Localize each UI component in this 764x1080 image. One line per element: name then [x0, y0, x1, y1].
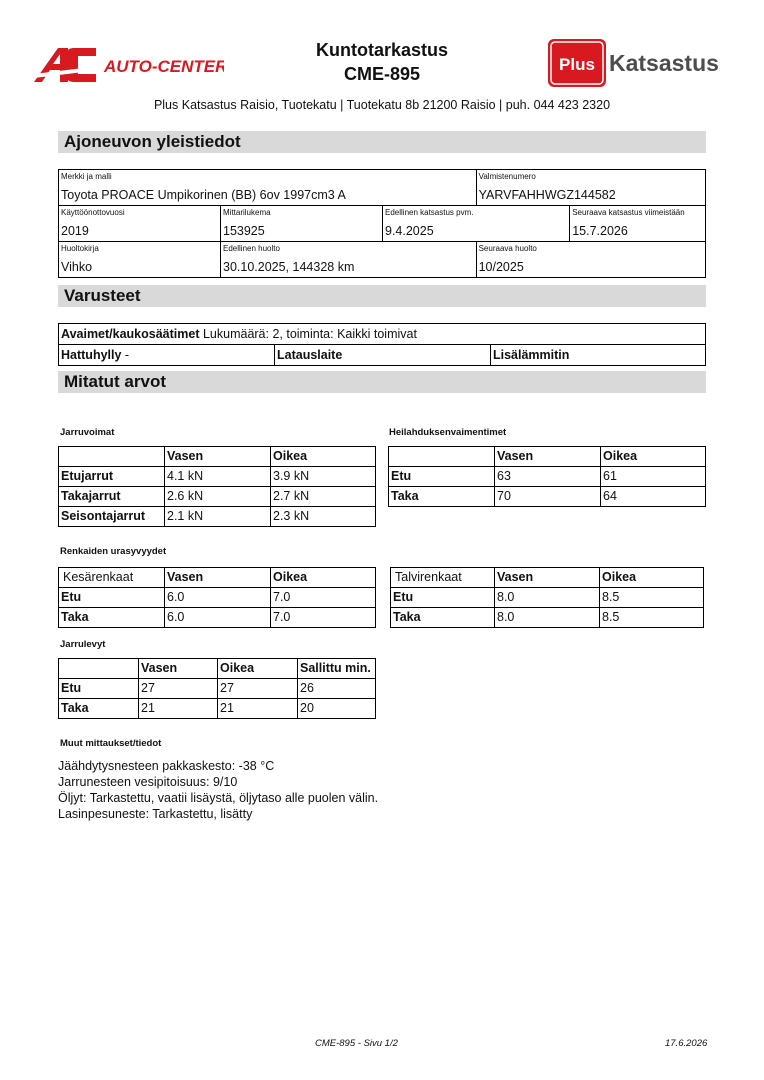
shock-header-empty	[389, 447, 495, 467]
table-row	[59, 679, 376, 699]
winter-row-label: Taka	[391, 608, 495, 628]
disc-row-left: 27	[139, 679, 218, 699]
brake-row-right: 2.3 kN	[271, 507, 376, 527]
summer-col-left: Vasen	[165, 568, 271, 588]
keys-cell	[59, 324, 706, 345]
next-inspection-cell	[570, 206, 706, 242]
intro-year-cell	[59, 206, 221, 242]
shock-col-left: Vasen	[495, 447, 601, 467]
shock-row-label: Taka	[389, 487, 495, 507]
list-item: Jäähdytysnesteen pakkaskesto: -38 °C	[58, 759, 275, 773]
charger-label: Latauslaite	[277, 348, 343, 362]
prev-inspection-value: 9.4.2025	[385, 224, 434, 238]
brake-col-left: Vasen	[165, 447, 271, 467]
shock-col-right: Oikea	[601, 447, 706, 467]
odometer-cell	[221, 206, 383, 242]
service-book-value: Vihko	[61, 260, 93, 274]
shock-row-right: 61	[601, 467, 706, 487]
keys-value: Lukumäärä: 2, toiminta: Kaikki toimivat	[199, 327, 417, 341]
prev-inspection-cell	[383, 206, 570, 242]
list-item: Lasinpesuneste: Tarkastettu, lisätty	[58, 807, 253, 821]
prev-inspection-label: Edellinen katsastus pvm.	[385, 208, 474, 217]
odometer-value: 153925	[223, 224, 265, 238]
shock-row-right: 64	[601, 487, 706, 507]
vin-cell	[476, 170, 705, 206]
charger-cell	[275, 345, 491, 366]
summer-row-left: 6.0	[165, 608, 271, 628]
heater-cell	[491, 345, 706, 366]
table-row	[391, 588, 704, 608]
auto-center-logo-text: Auto-Center	[104, 57, 224, 76]
footer-date: 17.6.2026	[665, 1038, 708, 1049]
summer-row-right: 7.0	[271, 608, 376, 628]
prev-service-label: Edellinen huolto	[223, 244, 280, 253]
winter-tires-label: Talvirenkaat	[391, 568, 495, 588]
plate-number: CME-895	[343, 64, 421, 84]
summer-col-right: Oikea	[271, 568, 376, 588]
next-service-value: 10/2025	[478, 260, 524, 274]
winter-row-label: Etu	[391, 588, 495, 608]
shock-row-left: 70	[495, 487, 601, 507]
brake-row-label: Seisontajarrut	[59, 507, 165, 527]
disc-header-empty	[59, 659, 139, 679]
intro-year-value: 2019	[61, 224, 89, 238]
make-model-label: Merkki ja malli	[61, 172, 112, 181]
summer-row-right: 7.0	[271, 588, 376, 608]
brake-forces-table	[58, 446, 376, 527]
disc-row-min: 26	[298, 679, 376, 699]
next-inspection-label: Seuraava katsastus viimeistään	[572, 208, 685, 217]
winter-tires-table	[390, 567, 704, 628]
list-item: Jarrunesteen vesipitoisuus: 9/10	[58, 775, 238, 789]
brake-row-left: 2.1 kN	[165, 507, 271, 527]
prev-service-cell	[221, 242, 477, 278]
next-service-cell	[476, 242, 705, 278]
station-address: Plus Katsastus Raisio, Tuotekatu | Tuotekatu 8b 21200 Raisio | puh. 044 423 2320	[153, 98, 611, 112]
table-row	[59, 588, 376, 608]
vin-label: Valmistenumero	[478, 172, 536, 181]
next-service-label: Seuraava huolto	[478, 244, 537, 253]
winter-col-left: Vasen	[495, 568, 600, 588]
brake-header-empty	[59, 447, 165, 467]
brake-col-right: Oikea	[271, 447, 376, 467]
summer-row-label: Taka	[59, 608, 165, 628]
table-row	[389, 467, 706, 487]
table-row	[59, 507, 376, 527]
table-row	[59, 608, 376, 628]
next-inspection-value: 15.7.2026	[572, 224, 628, 238]
disc-row-label: Etu	[59, 679, 139, 699]
other-measurements-list	[58, 758, 378, 822]
disc-col-left: Vasen	[139, 659, 218, 679]
shock-row-left: 63	[495, 467, 601, 487]
disc-col-min: Sallittu min.	[298, 659, 376, 679]
service-book-label: Huoltokirja	[61, 244, 99, 253]
brake-row-left: 2.6 kN	[165, 487, 271, 507]
shock-absorbers-table	[388, 446, 706, 507]
footer-page-number: CME-895 - Sivu 1/2	[315, 1038, 398, 1049]
summer-tires-label: Kesärenkaat	[59, 568, 165, 588]
disc-row-left: 21	[139, 699, 218, 719]
shock-row-label: Etu	[389, 467, 495, 487]
brake-row-label: Etujarrut	[59, 467, 165, 487]
brake-row-left: 4.1 kN	[165, 467, 271, 487]
table-row	[391, 608, 704, 628]
section-measured-heading: Mitatut arvot	[58, 371, 706, 393]
section-general-heading: Ajoneuvon yleistiedot	[58, 131, 706, 153]
brake-row-right: 3.9 kN	[271, 467, 376, 487]
disc-row-label: Taka	[59, 699, 139, 719]
table-row	[59, 487, 376, 507]
intro-year-label: Käyttöönottovuosi	[61, 208, 125, 217]
disc-row-min: 20	[298, 699, 376, 719]
brake-row-right: 2.7 kN	[271, 487, 376, 507]
brake-forces-title: Jarruvoimat	[60, 427, 115, 438]
winter-row-right: 8.5	[600, 608, 704, 628]
general-info-table	[58, 169, 706, 278]
list-item: Öljyt: Tarkastettu, vaatii lisäystä, öljytaso alle puolen välin.	[58, 791, 379, 805]
plus-badge-text: Plus	[559, 55, 595, 74]
vin-value: YARVFAHHWGZ144582	[478, 188, 616, 202]
parcel-shelf-value: -	[121, 348, 130, 362]
other-measurements-title: Muut mittaukset/tiedot	[60, 738, 162, 749]
winter-col-right: Oikea	[600, 568, 704, 588]
table-row	[389, 487, 706, 507]
parcel-shelf-cell	[59, 345, 275, 366]
brake-row-label: Takajarrut	[59, 487, 165, 507]
keys-label: Avaimet/kaukosäätimet	[61, 327, 200, 341]
brake-discs-title: Jarrulevyt	[60, 639, 106, 650]
summer-row-label: Etu	[59, 588, 165, 608]
winter-row-right: 8.5	[600, 588, 704, 608]
make-model-value: Toyota PROACE Umpikorinen (BB) 6ov 1997cm3 A	[61, 188, 346, 202]
service-book-cell	[59, 242, 221, 278]
table-row	[59, 467, 376, 487]
summer-tires-table	[58, 567, 376, 628]
section-equipment-heading: Varusteet	[58, 285, 706, 307]
disc-col-right: Oikea	[218, 659, 298, 679]
prev-service-value: 30.10.2025, 144328 km	[223, 260, 355, 274]
heater-label: Lisälämmitin	[493, 348, 570, 362]
odometer-label: Mittarilukema	[223, 208, 271, 217]
plus-katsastus-logo	[547, 38, 727, 88]
make-model-cell	[59, 170, 477, 206]
summer-row-left: 6.0	[165, 588, 271, 608]
winter-row-left: 8.0	[495, 608, 600, 628]
parcel-shelf-label: Hattuhylly	[61, 348, 122, 362]
document-title: Kuntotarkastus	[315, 40, 449, 60]
shock-absorbers-title: Heilahduksenvaimentimet	[389, 427, 507, 438]
disc-row-right: 27	[218, 679, 298, 699]
brake-discs-table	[58, 658, 376, 719]
tire-depths-title: Renkaiden urasyvyydet	[60, 546, 167, 557]
equipment-table	[58, 323, 706, 366]
disc-row-right: 21	[218, 699, 298, 719]
winter-row-left: 8.0	[495, 588, 600, 608]
table-row	[59, 699, 376, 719]
katsastus-logo-text: Katsastus	[609, 50, 719, 76]
